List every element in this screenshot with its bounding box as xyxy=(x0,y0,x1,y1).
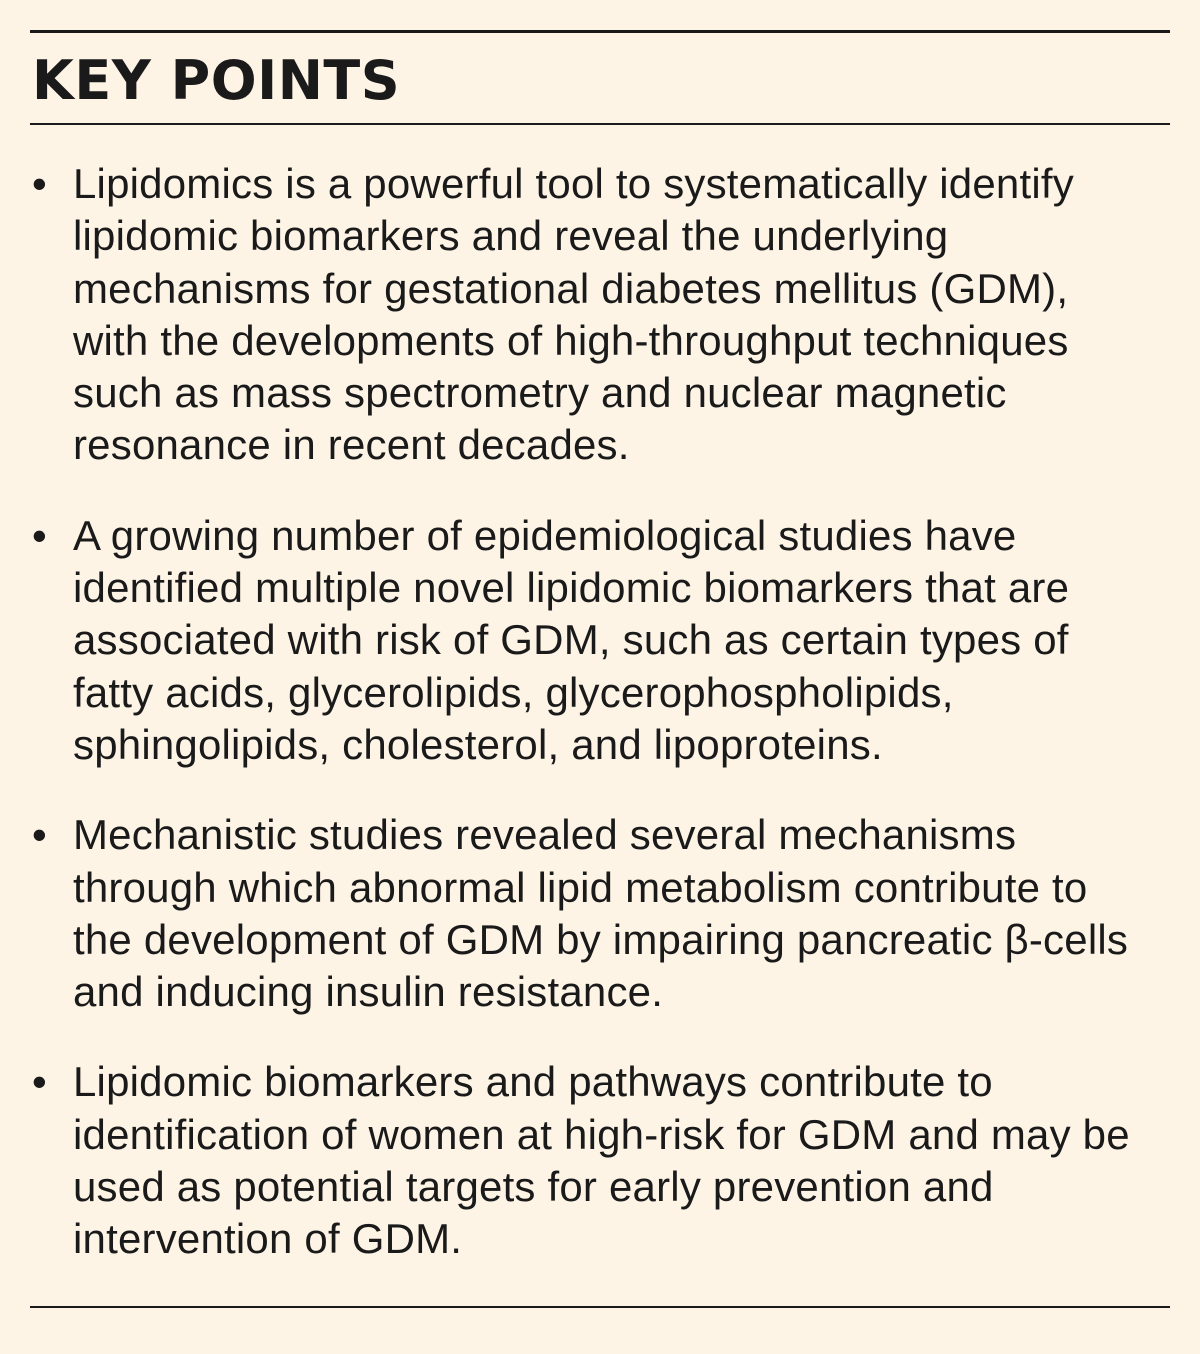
bullet-icon: • xyxy=(32,811,47,859)
key-point-text: Lipidomic biomarkers and pathways contribute to identification of women at high-risk for GDM and may be used as potential targets for early prevention and intervention of GDM. xyxy=(73,1058,1130,1263)
box-title: KEY POINTS xyxy=(32,49,401,112)
key-point-item xyxy=(0,1056,1200,1265)
key-point-item xyxy=(0,158,1200,472)
key-point-item xyxy=(0,809,1200,1018)
bullet-icon: • xyxy=(32,511,47,559)
bottom-divider xyxy=(30,1306,1170,1308)
top-divider xyxy=(30,30,1170,33)
title-divider xyxy=(30,123,1170,125)
bullet-icon: • xyxy=(32,1058,47,1106)
bullet-icon: • xyxy=(32,160,47,207)
key-point-text: A growing number of epidemiological studies have identified multiple novel lipidomic biomarkers that are associated with risk of GDM, such as certain types of fatty acids, glycerolipids, glycerophospholipids, sphingolipids, cholesterol, and lipoproteins. xyxy=(73,511,1070,768)
key-point-item xyxy=(0,510,1200,771)
key-points-list xyxy=(0,158,1200,1304)
key-point-text: Lipidomics is a powerful tool to systematically identify lipidomic biomarkers and reveal the underlying mechanisms for gestational diabetes mellitus (GDM), with the developments of high-throughput techniques such as mass spectrometry and nuclear magnetic resonance in recent decades. xyxy=(73,160,1074,469)
key-point-text: Mechanistic studies revealed several mechanisms through which abnormal lipid metabolism contribute to the development of GDM by impairing pancreatic β-cells and inducing insulin resistance. xyxy=(73,811,1129,1016)
